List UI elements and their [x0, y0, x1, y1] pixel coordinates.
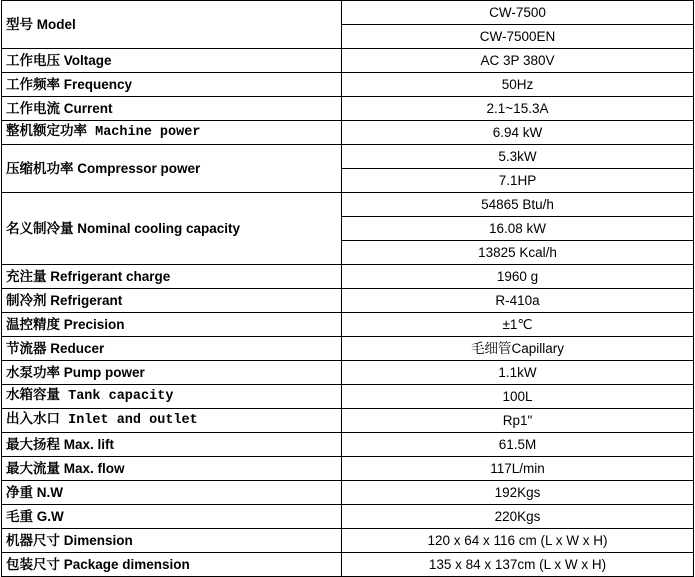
spec-label: 压缩机功率 Compressor power — [2, 145, 342, 193]
table-row — [2, 457, 694, 481]
spec-label: 名义制冷量 Nominal cooling capacity — [2, 193, 342, 265]
spec-label: 整机额定功率 Machine power — [2, 121, 342, 145]
table-row — [2, 193, 694, 217]
spec-label: 工作频率 Frequency — [2, 73, 342, 97]
spec-label: 工作电压 Voltage — [2, 49, 342, 73]
spec-value: 5.3kW — [342, 145, 694, 169]
table-row — [2, 313, 694, 337]
spec-value: 2.1~15.3A — [342, 97, 694, 121]
spec-label: 包装尺寸 Package dimension — [2, 553, 342, 577]
spec-label: 最大扬程 Max. lift — [2, 433, 342, 457]
spec-label: 出入水口 Inlet and outlet — [2, 409, 342, 433]
spec-label: 水箱容量 Tank capacity — [2, 385, 342, 409]
spec-label: 机器尺寸 Dimension — [2, 529, 342, 553]
table-row — [2, 505, 694, 529]
spec-value: 135 x 84 x 137cm (L x W x H) — [342, 553, 694, 577]
table-row — [2, 145, 694, 169]
table-row — [2, 553, 694, 577]
spec-value: ±1℃ — [342, 313, 694, 337]
table-row — [2, 49, 694, 73]
spec-value: 117L/min — [342, 457, 694, 481]
table-row — [2, 529, 694, 553]
spec-label: 型号 Model — [2, 1, 342, 49]
spec-label: 充注量 Refrigerant charge — [2, 265, 342, 289]
spec-value: CW-7500 — [342, 1, 694, 25]
spec-label: 最大流量 Max. flow — [2, 457, 342, 481]
table-row — [2, 409, 694, 433]
spec-value: AC 3P 380V — [342, 49, 694, 73]
table-row — [2, 481, 694, 505]
spec-value: 16.08 kW — [342, 217, 694, 241]
spec-value: 54865 Btu/h — [342, 193, 694, 217]
table-row — [2, 385, 694, 409]
spec-value: 1.1kW — [342, 361, 694, 385]
table-row — [2, 1, 694, 25]
spec-label: 毛重 G.W — [2, 505, 342, 529]
table-row — [2, 265, 694, 289]
table-row — [2, 337, 694, 361]
spec-value: 220Kgs — [342, 505, 694, 529]
spec-value: R-410a — [342, 289, 694, 313]
spec-label: 水泵功率 Pump power — [2, 361, 342, 385]
spec-table — [1, 0, 694, 577]
spec-value: 192Kgs — [342, 481, 694, 505]
spec-value: CW-7500EN — [342, 25, 694, 49]
table-row — [2, 433, 694, 457]
table-row — [2, 289, 694, 313]
table-row — [2, 121, 694, 145]
spec-value: 13825 Kcal/h — [342, 241, 694, 265]
spec-value: 毛细管Capillary — [342, 337, 694, 361]
table-row — [2, 361, 694, 385]
table-row — [2, 97, 694, 121]
spec-value: 100L — [342, 385, 694, 409]
spec-value: 7.1HP — [342, 169, 694, 193]
spec-label: 工作电流 Current — [2, 97, 342, 121]
table-row — [2, 73, 694, 97]
spec-value: 61.5M — [342, 433, 694, 457]
spec-table-body — [2, 1, 694, 577]
spec-label: 制冷剂 Refrigerant — [2, 289, 342, 313]
spec-value: Rp1" — [342, 409, 694, 433]
spec-value: 1960 g — [342, 265, 694, 289]
spec-label: 温控精度 Precision — [2, 313, 342, 337]
spec-value: 120 x 64 x 116 cm (L x W x H) — [342, 529, 694, 553]
spec-label: 净重 N.W — [2, 481, 342, 505]
spec-label: 节流器 Reducer — [2, 337, 342, 361]
spec-value: 6.94 kW — [342, 121, 694, 145]
spec-value: 50Hz — [342, 73, 694, 97]
